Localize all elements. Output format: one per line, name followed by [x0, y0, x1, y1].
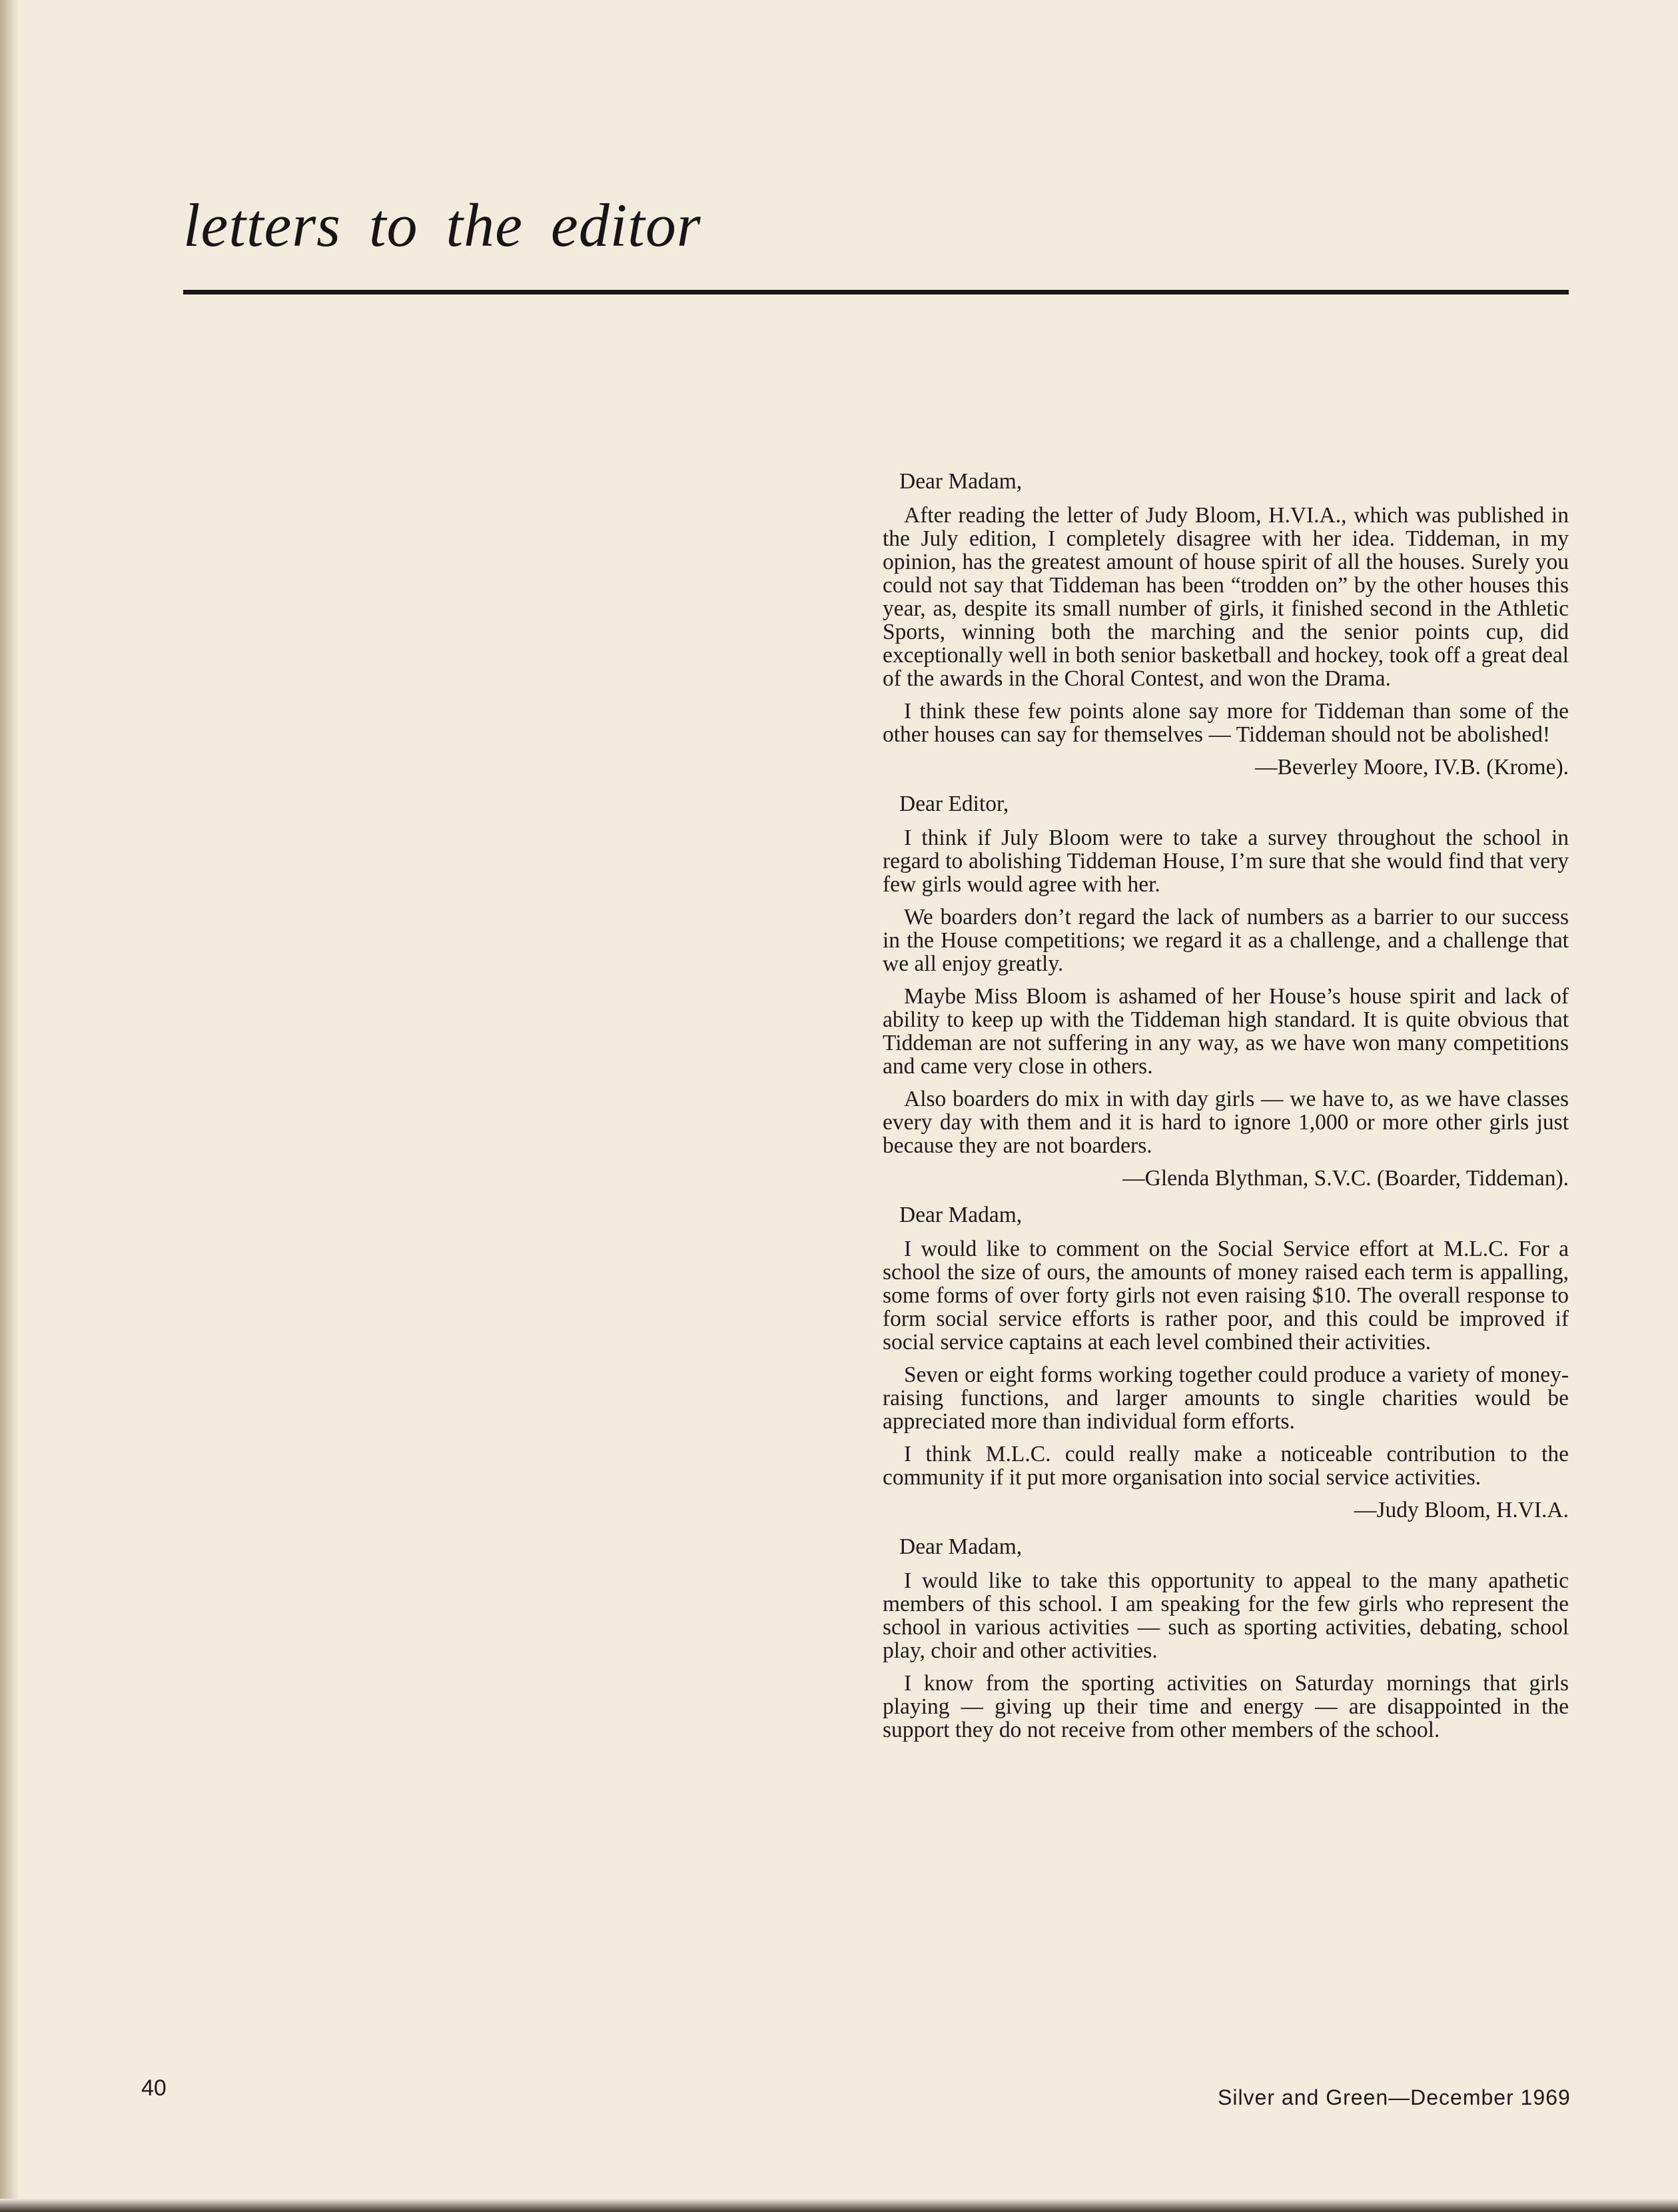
letter-1 [883, 470, 1569, 779]
page-bottom-edge [0, 2199, 1678, 2212]
letter-paragraph: I think these few points alone say more for Tiddeman than some of the other houses can say for themselves — Tiddeman should not be abolished! [883, 699, 1569, 747]
letter-paragraph: I think if July Bloom were to take a survey throughout the school in regard to abolishing Tiddeman House, I’m sure that she would find that very few girls would agree with her. [883, 826, 1569, 897]
letter-paragraph: I would like to comment on the Social Service effort at M.L.C. For a school the size of ours, the amounts of money raised each term is appalling, some forms of over forty girls not even raising $10. The overall response to form social service efforts is rather poor, and this could be improved if social service captains at each level combined their activities. [883, 1237, 1569, 1355]
letter-4 [883, 1535, 1569, 1742]
letters-column [883, 470, 1569, 1755]
title-rule [183, 290, 1569, 294]
page-title: letters to the editor [183, 191, 701, 259]
letter-salutation: Dear Madam, [899, 469, 1023, 494]
letter-paragraph: I would like to take this opportunity to appeal to the many apathetic members of this school. I am speaking for the few girls who represent the school in various activities — such as sporting activities, debating, school play, choir and other activities. [883, 1568, 1569, 1663]
publication-footer: Silver and Green—December 1969 [1218, 2085, 1571, 2109]
letter-paragraph: After reading the letter of Judy Bloom, H.VI.A., which was published in the July edition, I completely disagree with her idea. Tiddeman, in my opinion, has the greatest amount of house spirit of all the houses. Surely you could not say that Tiddeman has been “trodden on” by the other houses this year, as, despite its small number of girls, it finished second in the Athletic Sports, winning both the marching and the senior points cup, did exceptionally well in both senior basketball and hockey, took off a great deal of the awards in the Choral Contest, and won the Drama. [883, 503, 1569, 691]
letter-paragraph: I think M.L.C. could really make a noticeable contribution to the community if it put more organisation into social service activities. [883, 1442, 1569, 1490]
letter-salutation: Dear Madam, [899, 1534, 1023, 1559]
page-number: 40 [141, 2075, 167, 2101]
letter-paragraph: I know from the sporting activities on Saturday mornings that girls playing — giving up their time and energy — are disappointed in the support they do not receive from other members of the school. [883, 1671, 1569, 1742]
letter-2 [883, 792, 1569, 1190]
letter-signature: —Judy Bloom, H.VI.A. [1354, 1498, 1569, 1522]
letter-paragraph: Also boarders do mix in with day girls — we have to, as we have classes every day with them and it is hard to ignore 1,000 or more other girls just because they are not boarders. [883, 1087, 1569, 1158]
letter-signature: —Glenda Blythman, S.V.C. (Boarder, Tiddeman). [1122, 1166, 1569, 1191]
page-binding-edge [0, 0, 19, 2212]
letter-paragraph: Seven or eight forms working together could produce a variety of money-raising functions, and larger amounts to single charities would be appreciated more than individual form efforts. [883, 1363, 1569, 1434]
letter-3 [883, 1203, 1569, 1522]
letter-paragraph: Maybe Miss Bloom is ashamed of her House’s house spirit and lack of ability to keep up with the Tiddeman high standard. It is quite obvious that Tiddeman are not suffering in any way, as we have won many competitions and came very close in others. [883, 984, 1569, 1079]
letter-salutation: Dear Madam, [899, 1203, 1023, 1227]
letter-signature: —Beverley Moore, IV.B. (Krome). [1254, 755, 1569, 780]
letter-paragraph: We boarders don’t regard the lack of numbers as a barrier to our success in the House competitions; we regard it as a challenge, and a challenge that we all enjoy greatly. [883, 905, 1569, 976]
letter-salutation: Dear Editor, [899, 792, 1009, 816]
